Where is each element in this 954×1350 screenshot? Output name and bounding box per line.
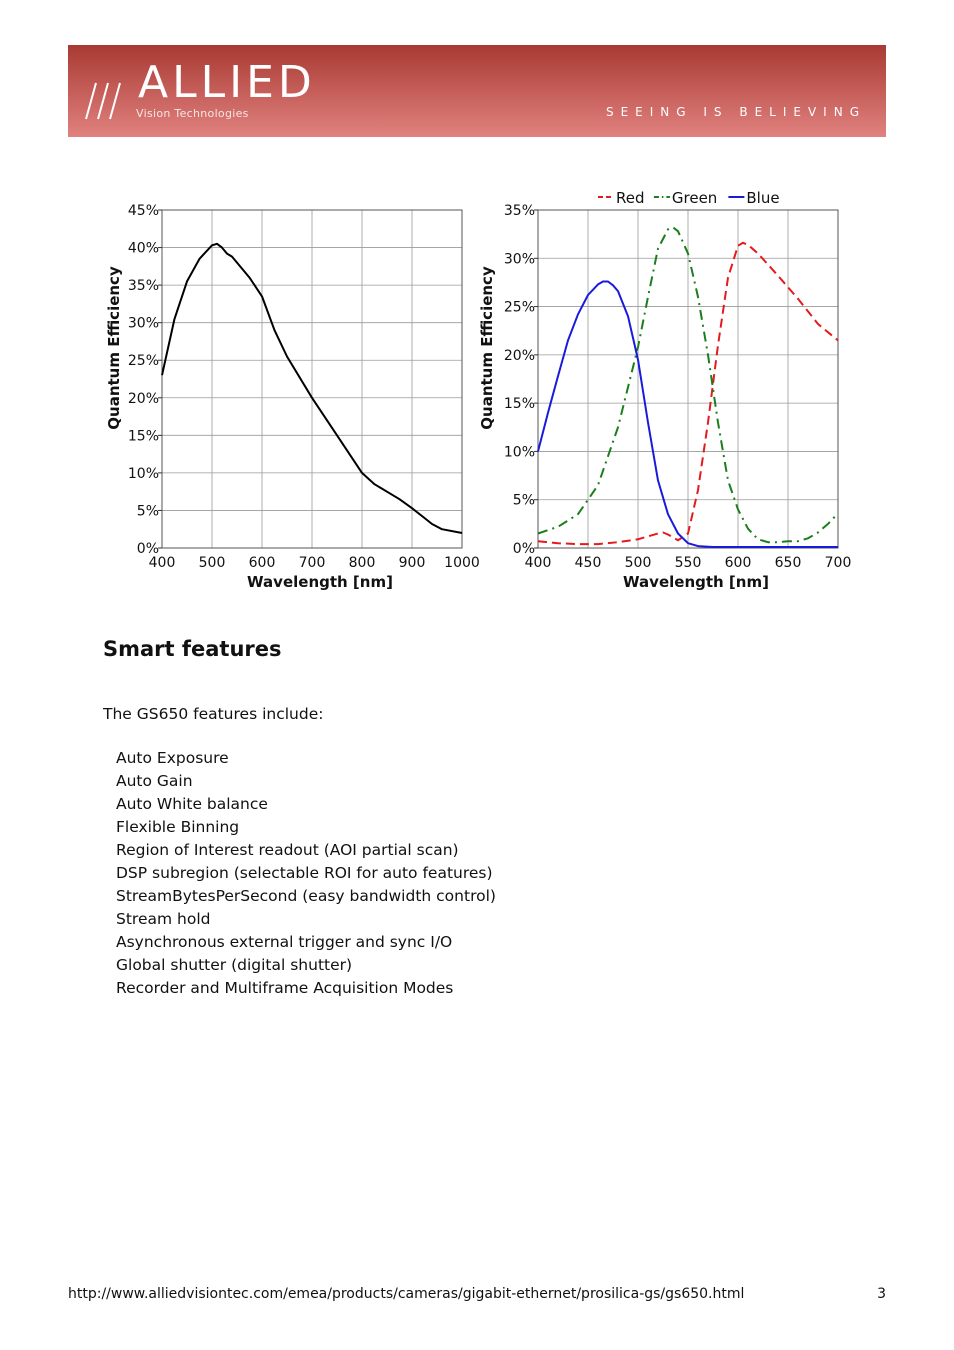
x-tick-label: 500 [198,555,226,571]
list-item: Auto Gain [116,772,193,790]
brand-subtitle: Vision Technologies [136,107,249,120]
list-item: Asynchronous external trigger and sync I/O [116,933,453,951]
y-axis-label: Quantum Efficiency [478,266,496,430]
y-tick-label: 10% [127,465,159,482]
y-tick-label: 15% [127,428,159,445]
brand-logo: ALLIED [138,57,316,108]
x-tick-label: 900 [398,555,426,571]
y-tick-label: 0% [512,541,535,557]
list-item: DSP subregion (selectable ROI for auto features) [116,864,493,882]
x-axis-label: Wavelength [nm] [247,573,393,591]
y-tick-label: 10% [503,444,535,461]
x-tick-label: 600 [248,555,276,571]
section-title: Smart features [103,637,282,661]
x-tick-label: 700 [298,555,326,571]
y-tick-label: 5% [136,503,159,520]
list-item: Global shutter (digital shutter) [116,956,353,974]
y-tick-label: 30% [503,251,535,268]
y-tick-label: 20% [127,390,159,407]
footer-url[interactable]: http://www.alliedvisiontec.com/emea/products/cameras/gigabit-ethernet/prosilica-gs/gs650.html [68,1286,745,1302]
intro-text: The GS650 features include: [103,705,324,723]
y-tick-label: 25% [127,353,159,370]
y-tick-label: 20% [503,347,535,364]
x-tick-label: 700 [824,555,852,571]
y-tick-label: 35% [503,203,535,219]
legend-label-blue: Blue [746,189,780,207]
x-tick-label: 400 [524,555,552,571]
feature-list [116,747,496,1000]
list-item: Auto Exposure [116,749,229,767]
legend-label-red: Red [616,189,645,207]
y-tick-label: 30% [127,315,159,332]
y-axis-label: Quantum Efficiency [105,266,123,430]
x-tick-label: 450 [574,555,602,571]
list-item: Flexible Binning [116,818,240,836]
y-tick-label: 35% [127,278,159,295]
x-tick-label: 600 [724,555,752,571]
page-number: 3 [877,1286,886,1302]
x-tick-label: 800 [348,555,376,571]
list-item: StreamBytesPerSecond (easy bandwidth control) [116,887,496,905]
y-tick-label: 45% [127,203,159,219]
y-tick-label: 40% [127,240,159,257]
x-tick-label: 550 [674,555,702,571]
x-tick-label: 400 [148,555,176,571]
list-item: Auto White balance [116,795,268,813]
list-item: Recorder and Multiframe Acquisition Modes [116,979,454,997]
x-tick-label: 650 [774,555,802,571]
tagline: SEEING IS BELIEVING [605,105,866,119]
x-tick-label: 1000 [444,555,480,571]
list-item: Stream hold [116,910,211,928]
x-axis-label: Wavelength [nm] [623,573,769,591]
legend-label-green: Green [671,189,718,207]
y-tick-label: 25% [503,299,535,316]
x-tick-label: 500 [624,555,652,571]
y-tick-label: 5% [512,492,535,509]
list-item: Region of Interest readout (AOI partial scan) [116,841,459,859]
color-qe-chart [0,0,954,620]
y-tick-label: 15% [503,396,535,413]
y-tick-label: 0% [136,541,159,557]
